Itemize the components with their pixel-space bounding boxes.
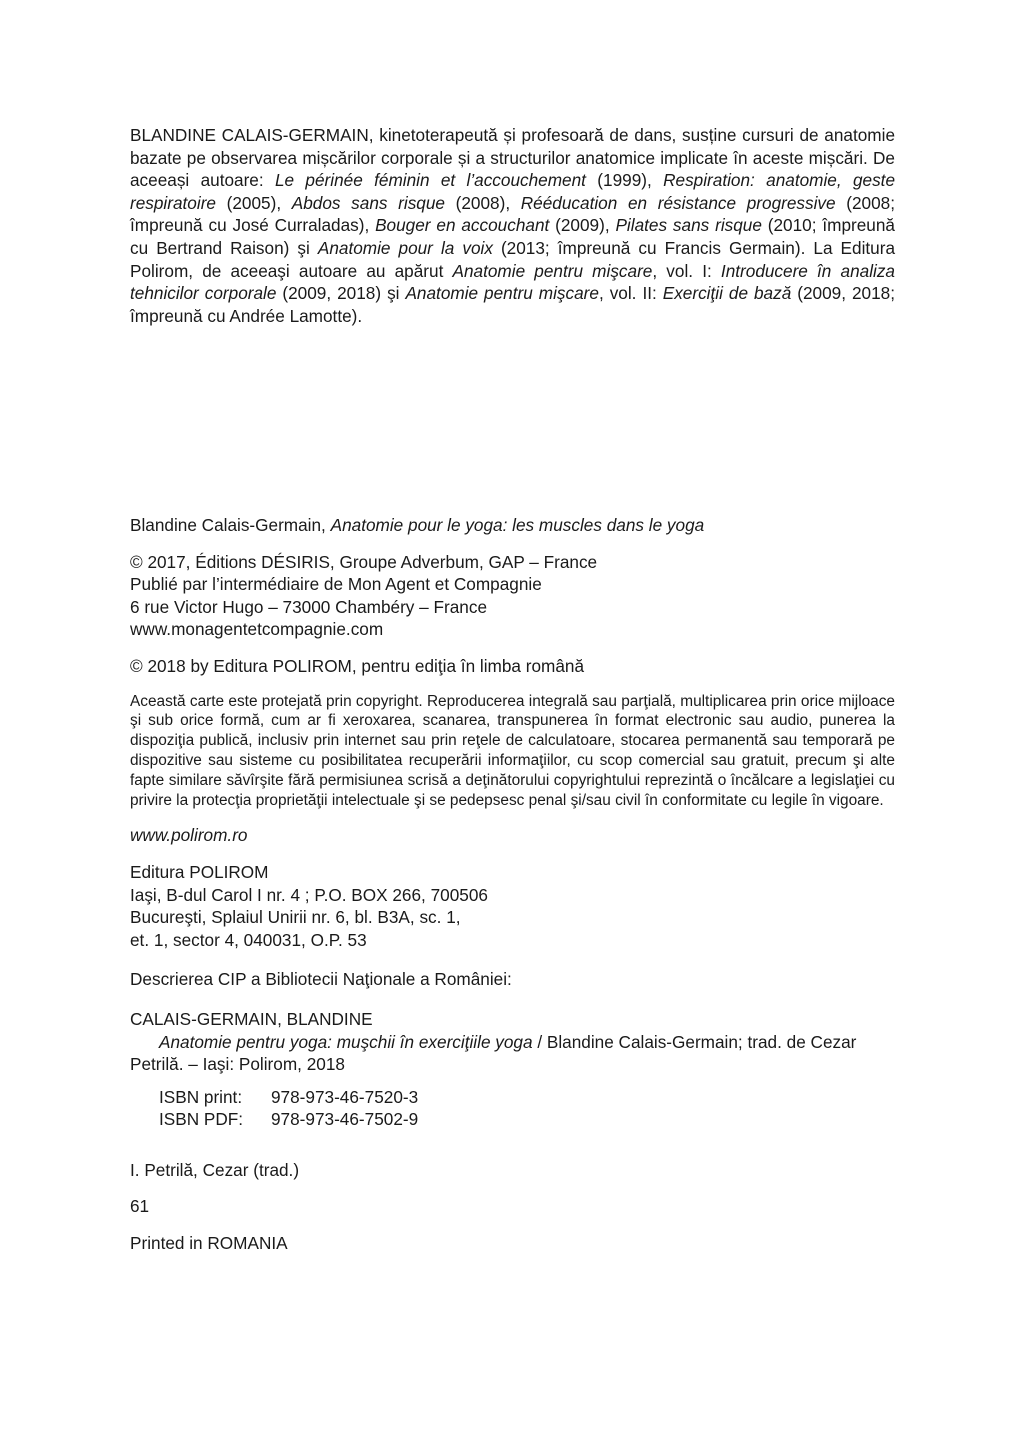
publisher-address-iasi: Iaşi, B-dul Carol I nr. 4 ; P.O. BOX 266, 700506: [130, 884, 488, 905]
agent-address: 6 rue Victor Hugo – 73000 Chambéry – France: [130, 596, 488, 617]
agent-website: www.monagentetcompagnie.com: [130, 619, 384, 640]
cip-classification-number: 61: [130, 1196, 150, 1217]
isbn-print-row: [130, 1086, 895, 1109]
isbn-print-label: ISBN print:: [159, 1086, 243, 1107]
cip-heading: Descrierea CIP a Bibliotecii Naţionale a României:: [130, 969, 512, 990]
publisher-address-bucharest-1: Bucureşti, Splaiul Unirii nr. 6, bl. B3A, sc. 1,: [130, 907, 461, 928]
publisher-name: Editura POLIROM: [130, 861, 269, 882]
isbn-pdf-value: 978-973-46-7502-9: [271, 1109, 419, 1130]
isbn-print-value: 978-973-46-7520-3: [271, 1086, 419, 1107]
original-copyright-block: [130, 551, 895, 641]
original-title-line: Blandine Calais-Germain, Anatomie pour le yoga: les muscles dans le yoga: [130, 515, 705, 535]
author-bio: BLANDINE CALAIS-GERMAIN, kinetoterapeută și profesoară de dans, susține cursuri de anatomie bazate pe observarea mișcărilor corporale și a structurilor anatomice implicate în aceste mișcări. De aceeași autoare: Le périnée féminin et l’accouchement (1999), Respiration: anatomie, geste respiratoire (2005), Abdos sans risque (2008), Rééducation en résistance progressive (2008; împreună cu José Curraladas), Bouger en accouchant (2009), Pilates sans risque (2010; împreună cu Bertrand Raison) şi Anatomie pour la voix (2013; împreună cu Francis Germain). La Editura Polirom, de aceeaşi autoare au apărut Anatomie pentru mişcare, vol. I: Introducere în analiza tehnicilor corporale (2009, 2018) şi Anatomie pentru mişcare, vol. II: Exerciţii de bază (2009, 2018; împreună cu Andrée Lamotte).: [130, 125, 896, 326]
original-copyright-line: © 2017, Éditions DÉSIRIS, Groupe Adverbum, GAP – France: [130, 551, 598, 572]
cip-translator: I. Petrilă, Cezar (trad.): [130, 1159, 300, 1180]
agent-line: Publié par l’intermédiaire de Mon Agent et Compagnie: [130, 574, 542, 595]
cip-title-line: Anatomie pentru yoga: muşchii în exerciţiile yoga / Blandine Calais-Germain; trad. de Cezar Petrilă. – Iaşi: Polirom, 2018: [130, 1031, 857, 1075]
publisher-address-block: [130, 861, 895, 951]
legal-notice: Această carte este protejată prin copyright. Reproducerea integrală sau parţială, multiplicarea prin orice mijloace şi sub orice formă, cum ar fi xeroxarea, scanarea, transpunerea în format electronic sau audio, punerea la dispoziţia publică, inclusiv prin internet sau prin reţele de calculatoare, stocarea permanentă sau temporară pe dispozitive sau sisteme cu posibilitatea recuperării informaţiilor, cu scop comercial sau gratuit, precum şi alte fapte similare săvîrşite fără permisiunea scrisă a deţinătorului copyrightului reprezintă o încălcare a legislaţiei cu privire la protecţia proprietăţii intelectuale şi se pedepsesc penal şi/sau civil în conformitate cu legile în vigoare.: [130, 692, 895, 809]
isbn-block: [130, 1086, 895, 1131]
isbn-pdf-row: [130, 1108, 895, 1131]
publisher-website: www.polirom.ro: [130, 825, 248, 846]
cip-author: CALAIS-GERMAIN, BLANDINE: [130, 1008, 373, 1029]
publisher-address-bucharest-2: et. 1, sector 4, 040031, O.P. 53: [130, 929, 367, 950]
author-bio-section: [130, 124, 895, 327]
imprint-section: [130, 514, 895, 1255]
romanian-copyright-line: © 2018 by Editura POLIROM, pentru ediţia în limba română: [130, 655, 585, 676]
printed-in: Printed in ROMANIA: [130, 1233, 288, 1254]
isbn-pdf-label: ISBN PDF:: [159, 1109, 244, 1130]
